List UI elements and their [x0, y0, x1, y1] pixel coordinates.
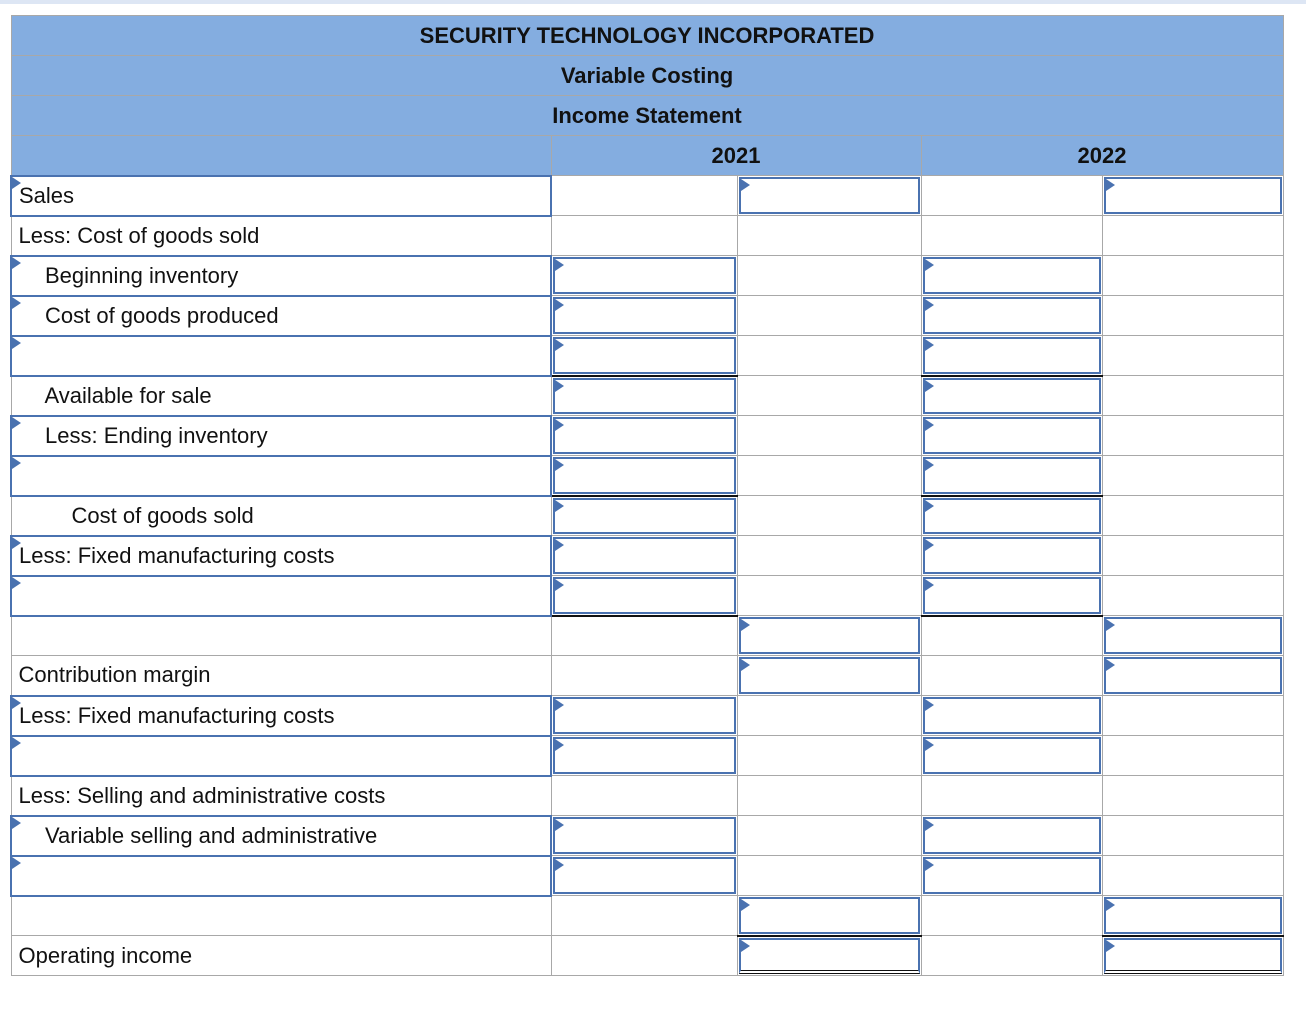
dropdown-marker-icon	[12, 857, 21, 869]
dropdown-marker-icon	[12, 817, 21, 829]
year-2021-header: 2021	[551, 136, 921, 176]
input-box[interactable]	[553, 697, 736, 734]
blank-1-2021-input[interactable]	[551, 336, 737, 376]
subtotal-2021-input[interactable]	[737, 616, 921, 656]
cell-empty	[1102, 336, 1283, 376]
blank-4-2021-input[interactable]	[551, 736, 737, 776]
input-marker-icon	[741, 899, 750, 911]
row-blank-1	[11, 336, 1283, 376]
input-box[interactable]	[923, 337, 1101, 374]
operating-income-2021-input[interactable]	[737, 936, 921, 976]
input-marker-icon	[555, 699, 564, 711]
blank-dropdown-2[interactable]	[11, 456, 551, 496]
fixed-mfg-2-dropdown[interactable]	[11, 696, 551, 736]
input-box[interactable]	[553, 577, 736, 614]
input-box[interactable]	[1104, 177, 1282, 214]
header-row-method	[11, 56, 1283, 96]
contribution-margin-2021-input[interactable]	[737, 656, 921, 696]
fixed-mfg-1-2021-input[interactable]	[551, 536, 737, 576]
available-for-sale-label: Available for sale	[11, 376, 551, 416]
beginning-inventory-dropdown[interactable]	[11, 256, 551, 296]
input-box[interactable]	[1104, 897, 1282, 934]
available-for-sale-2022-input[interactable]	[921, 376, 1102, 416]
cost-goods-produced-2022-input[interactable]	[921, 296, 1102, 336]
cell-empty	[737, 576, 921, 616]
costing-method: Variable Costing	[11, 56, 1283, 96]
input-box[interactable]	[1104, 938, 1282, 975]
cell-empty	[737, 336, 921, 376]
input-box[interactable]	[923, 457, 1101, 494]
blank-4-2022-input[interactable]	[921, 736, 1102, 776]
ending-inventory-label: Less: Ending inventory	[45, 422, 268, 448]
input-marker-icon	[925, 259, 934, 271]
cell-empty	[1102, 816, 1283, 856]
company-name: SECURITY TECHNOLOGY INCORPORATED	[11, 16, 1283, 56]
input-marker-icon	[555, 819, 564, 831]
fixed-mfg-1-label: Less: Fixed manufacturing costs	[19, 542, 335, 568]
cell-empty	[1102, 376, 1283, 416]
cell-empty	[737, 816, 921, 856]
less-sga-label: Less: Selling and administrative costs	[11, 776, 551, 816]
input-box[interactable]	[923, 817, 1101, 854]
blank-dropdown-3[interactable]	[11, 576, 551, 616]
cell-empty	[1102, 576, 1283, 616]
contribution-margin-label: Contribution margin	[11, 656, 551, 696]
input-box[interactable]	[553, 297, 736, 334]
dropdown-marker-icon	[12, 537, 21, 549]
fixed-mfg-2-2022-input[interactable]	[921, 696, 1102, 736]
row-beginning-inventory	[11, 256, 1283, 296]
input-box[interactable]	[553, 457, 736, 494]
sales-2021-input[interactable]	[737, 176, 921, 216]
cell-empty	[737, 536, 921, 576]
blank-2-2021-input[interactable]	[551, 456, 737, 496]
input-box[interactable]	[923, 498, 1101, 535]
ending-inventory-2022-input[interactable]	[921, 416, 1102, 456]
contribution-margin-2022-input[interactable]	[1102, 656, 1283, 696]
blank-dropdown-4[interactable]	[11, 736, 551, 776]
row-operating-income	[11, 936, 1283, 976]
cost-of-goods-sold-2022-input[interactable]	[921, 496, 1102, 536]
dropdown-marker-icon	[12, 697, 21, 709]
statement-title: Income Statement	[11, 96, 1283, 136]
cell-empty	[737, 416, 921, 456]
cell-empty	[551, 216, 737, 256]
input-marker-icon	[925, 299, 934, 311]
operating-income-label: Operating income	[11, 936, 551, 976]
input-box[interactable]	[923, 577, 1101, 614]
row-cost-goods-produced	[11, 296, 1283, 336]
row-ending-inventory	[11, 416, 1283, 456]
beginning-inventory-2021-input[interactable]	[551, 256, 737, 296]
input-marker-icon	[555, 380, 564, 392]
cell-empty	[1102, 216, 1283, 256]
input-marker-icon	[741, 619, 750, 631]
variable-sga-label: Variable selling and administrative	[45, 822, 378, 848]
cell-empty	[1102, 736, 1283, 776]
input-marker-icon	[1106, 659, 1115, 671]
input-marker-icon	[1106, 899, 1115, 911]
cost-of-goods-sold-label: Cost of goods sold	[11, 496, 551, 536]
input-box[interactable]	[553, 378, 736, 415]
cell-empty	[1102, 536, 1283, 576]
input-box[interactable]	[923, 537, 1101, 574]
total-costs-2021-input[interactable]	[737, 896, 921, 936]
variable-sga-2022-input[interactable]	[921, 816, 1102, 856]
cell-empty	[11, 616, 551, 656]
ending-inventory-2021-input[interactable]	[551, 416, 737, 456]
cell-empty	[921, 656, 1102, 696]
input-marker-icon	[555, 339, 564, 351]
input-box[interactable]	[923, 857, 1101, 894]
cell-empty	[551, 776, 737, 816]
input-marker-icon	[555, 419, 564, 431]
row-less-cogs	[11, 216, 1283, 256]
variable-sga-2021-input[interactable]	[551, 816, 737, 856]
header-blank	[11, 136, 551, 176]
row-fixed-mfg-1	[11, 536, 1283, 576]
cell-empty	[921, 936, 1102, 976]
input-marker-icon	[555, 299, 564, 311]
row-blank-5	[11, 856, 1283, 896]
input-marker-icon	[925, 419, 934, 431]
cell-empty	[1102, 496, 1283, 536]
variable-sga-dropdown[interactable]	[11, 816, 551, 856]
input-marker-icon	[555, 739, 564, 751]
ending-inventory-dropdown[interactable]	[11, 416, 551, 456]
dropdown-marker-icon	[12, 577, 21, 589]
input-box[interactable]	[923, 737, 1101, 774]
input-marker-icon	[1106, 619, 1115, 631]
input-box[interactable]	[923, 378, 1101, 415]
input-marker-icon	[555, 579, 564, 591]
input-box[interactable]	[553, 737, 736, 774]
input-box[interactable]	[739, 177, 920, 214]
row-sales	[11, 176, 1283, 216]
row-less-sga	[11, 776, 1283, 816]
input-box[interactable]	[553, 498, 736, 535]
less-cogs-label: Less: Cost of goods sold	[11, 216, 551, 256]
input-marker-icon	[1106, 940, 1115, 952]
input-box[interactable]	[923, 297, 1101, 334]
dropdown-marker-icon	[12, 297, 21, 309]
cell-empty	[1102, 456, 1283, 496]
total-costs-2022-input[interactable]	[1102, 896, 1283, 936]
input-marker-icon	[925, 859, 934, 871]
input-marker-icon	[555, 539, 564, 551]
input-marker-icon	[925, 339, 934, 351]
blank-2-2022-input[interactable]	[921, 456, 1102, 496]
input-box[interactable]	[553, 817, 736, 854]
cell-empty	[551, 656, 737, 696]
cell-empty	[737, 296, 921, 336]
cell-empty	[11, 896, 551, 936]
header-row-company	[11, 16, 1283, 56]
sales-label-dropdown[interactable]	[11, 176, 551, 216]
cell-empty	[737, 456, 921, 496]
input-marker-icon	[925, 539, 934, 551]
input-box[interactable]	[553, 337, 736, 374]
input-box[interactable]	[923, 257, 1101, 294]
cell-empty	[737, 696, 921, 736]
blank-5-2022-input[interactable]	[921, 856, 1102, 896]
input-box[interactable]	[1104, 617, 1282, 654]
cell-empty	[1102, 296, 1283, 336]
cell-empty	[551, 936, 737, 976]
cell-empty	[921, 216, 1102, 256]
input-box[interactable]	[739, 617, 920, 654]
input-marker-icon	[741, 940, 750, 952]
blank-1-2022-input[interactable]	[921, 336, 1102, 376]
cost-goods-produced-label: Cost of goods produced	[45, 302, 279, 328]
cell-empty	[551, 896, 737, 936]
blank-dropdown-5[interactable]	[11, 856, 551, 896]
input-box[interactable]	[1104, 657, 1282, 694]
input-marker-icon	[555, 500, 564, 512]
input-marker-icon	[555, 859, 564, 871]
cell-empty	[737, 256, 921, 296]
row-blank-2	[11, 456, 1283, 496]
top-strip	[0, 0, 1306, 4]
input-box[interactable]	[739, 897, 920, 934]
row-cost-of-goods-sold	[11, 496, 1283, 536]
cell-empty	[737, 376, 921, 416]
input-box[interactable]	[739, 938, 920, 975]
input-marker-icon	[925, 380, 934, 392]
dropdown-marker-icon	[12, 457, 21, 469]
input-marker-icon	[925, 579, 934, 591]
cell-empty	[737, 736, 921, 776]
beginning-inventory-label: Beginning inventory	[45, 262, 239, 288]
dropdown-marker-icon	[12, 177, 21, 189]
header-row-title	[11, 96, 1283, 136]
input-box[interactable]	[553, 537, 736, 574]
cell-empty	[737, 496, 921, 536]
cost-goods-produced-dropdown[interactable]	[11, 296, 551, 336]
input-marker-icon	[555, 259, 564, 271]
blank-3-2022-input[interactable]	[921, 576, 1102, 616]
input-box[interactable]	[923, 417, 1101, 454]
subtotal-2022-input[interactable]	[1102, 616, 1283, 656]
cell-empty	[1102, 776, 1283, 816]
blank-5-2021-input[interactable]	[551, 856, 737, 896]
input-marker-icon	[925, 500, 934, 512]
cell-empty	[921, 176, 1102, 216]
input-marker-icon	[925, 819, 934, 831]
cell-empty	[737, 776, 921, 816]
dropdown-marker-icon	[12, 257, 21, 269]
dropdown-marker-icon	[12, 337, 21, 349]
cell-empty	[921, 776, 1102, 816]
fixed-mfg-2-2021-input[interactable]	[551, 696, 737, 736]
row-subtotal	[11, 616, 1283, 656]
input-box[interactable]	[923, 697, 1101, 734]
row-contribution-margin	[11, 656, 1283, 696]
row-available-for-sale	[11, 376, 1283, 416]
operating-income-2022-input[interactable]	[1102, 936, 1283, 976]
row-blank-3	[11, 576, 1283, 616]
input-box[interactable]	[553, 417, 736, 454]
row-blank-4	[11, 736, 1283, 776]
input-marker-icon	[741, 659, 750, 671]
cell-empty	[921, 896, 1102, 936]
income-statement	[10, 15, 1282, 976]
available-for-sale-2021-input[interactable]	[551, 376, 737, 416]
cell-empty	[1102, 856, 1283, 896]
beginning-inventory-2022-input[interactable]	[921, 256, 1102, 296]
cell-empty	[737, 856, 921, 896]
cell-empty	[1102, 256, 1283, 296]
input-marker-icon	[925, 459, 934, 471]
input-box[interactable]	[739, 657, 920, 694]
sales-label: Sales	[19, 182, 75, 208]
input-marker-icon	[925, 739, 934, 751]
input-marker-icon	[925, 699, 934, 711]
fixed-mfg-1-2022-input[interactable]	[921, 536, 1102, 576]
row-total-costs	[11, 896, 1283, 936]
dropdown-marker-icon	[12, 417, 21, 429]
input-marker-icon	[1106, 179, 1115, 191]
blank-3-2021-input[interactable]	[551, 576, 737, 616]
cell-empty	[737, 216, 921, 256]
fixed-mfg-2-label: Less: Fixed manufacturing costs	[19, 702, 335, 728]
cell-empty	[1102, 416, 1283, 456]
year-2022-header: 2022	[921, 136, 1283, 176]
sales-2022-input[interactable]	[1102, 176, 1283, 216]
statement-table	[10, 15, 1284, 976]
cost-of-goods-sold-2021-input[interactable]	[551, 496, 737, 536]
dropdown-marker-icon	[12, 737, 21, 749]
header-row-years	[11, 136, 1283, 176]
fixed-mfg-1-dropdown[interactable]	[11, 536, 551, 576]
cell-empty	[1102, 696, 1283, 736]
cell-empty	[551, 176, 737, 216]
row-variable-sga	[11, 816, 1283, 856]
blank-dropdown-1[interactable]	[11, 336, 551, 376]
input-marker-icon	[555, 459, 564, 471]
input-box[interactable]	[553, 857, 736, 894]
row-fixed-mfg-2	[11, 696, 1283, 736]
input-marker-icon	[741, 179, 750, 191]
cell-empty	[551, 616, 737, 656]
input-box[interactable]	[553, 257, 736, 294]
cost-goods-produced-2021-input[interactable]	[551, 296, 737, 336]
cell-empty	[921, 616, 1102, 656]
